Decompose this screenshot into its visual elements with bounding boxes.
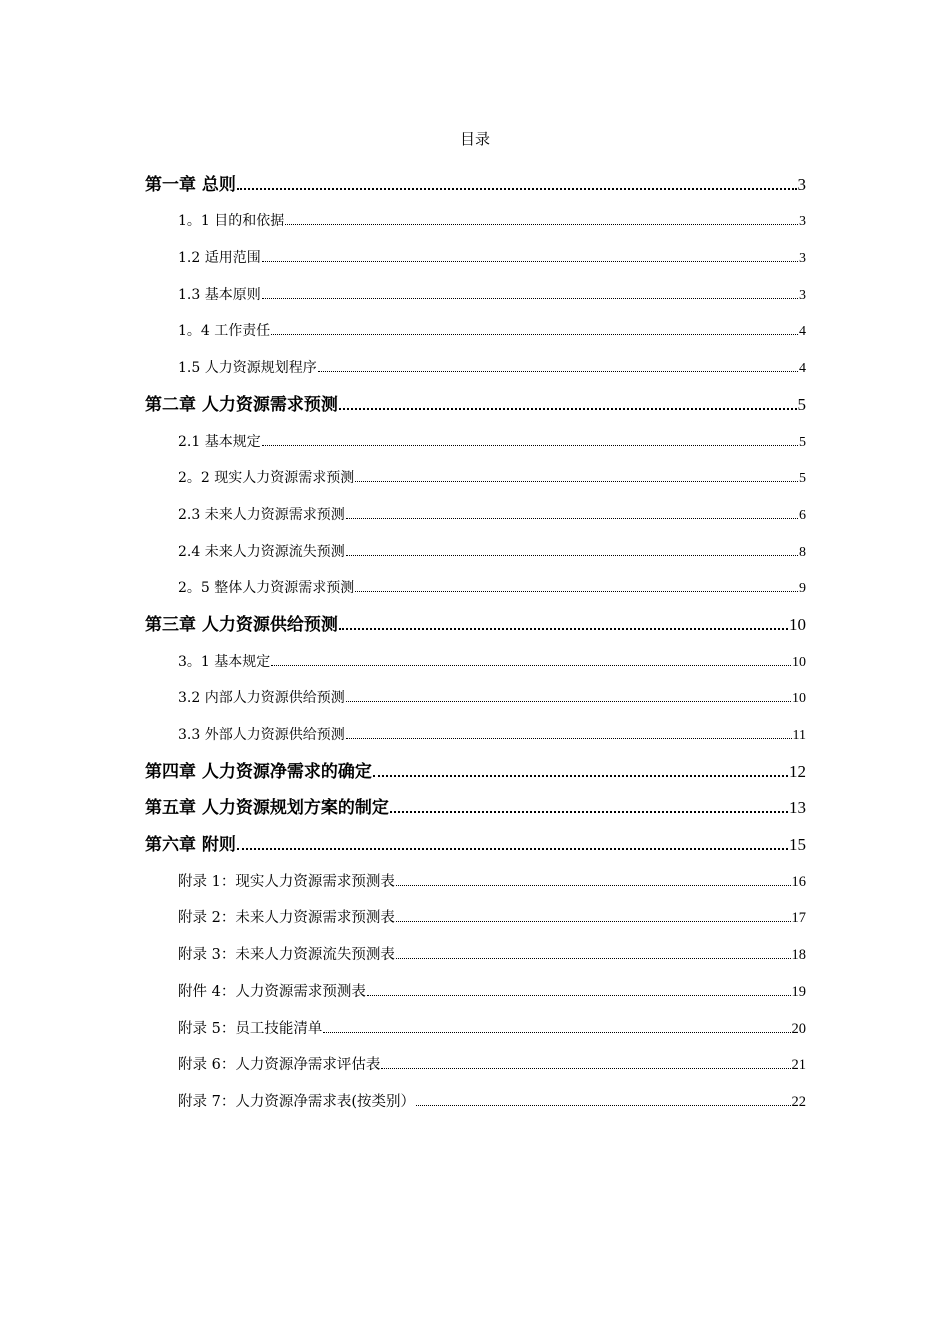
dot-leader <box>355 481 798 482</box>
toc-entry-appendix[interactable] <box>145 1046 806 1083</box>
dot-leader <box>416 1105 791 1106</box>
table-of-contents <box>145 165 806 1119</box>
dot-leader <box>271 334 798 335</box>
dot-leader <box>346 518 798 519</box>
toc-entry-appendix[interactable] <box>145 862 806 899</box>
toc-entry-text: 附录 1：现实人力资源需求预测表 <box>178 873 395 890</box>
toc-entry-text: 第一章 总则 <box>145 174 236 195</box>
dot-leader <box>373 775 788 777</box>
dot-leader <box>237 848 788 850</box>
toc-page-number: 22 <box>791 1093 806 1110</box>
toc-page-number: 18 <box>791 947 806 964</box>
dot-leader <box>285 224 798 225</box>
toc-entry-chapter[interactable] <box>145 825 806 862</box>
toc-page-number: 9 <box>799 581 806 597</box>
toc-entry-text: 第三章 人力资源供给预测 <box>145 614 338 635</box>
dot-leader <box>339 628 788 630</box>
dot-leader <box>237 188 797 190</box>
toc-entry-section[interactable] <box>145 642 806 679</box>
toc-entry-text: 2.3 未来人力资源需求预测 <box>178 506 345 523</box>
toc-entry-text: 附录 3：未来人力资源流失预测表 <box>178 947 395 964</box>
dot-leader <box>346 555 798 556</box>
toc-page-number: 15 <box>789 835 806 855</box>
toc-entry-text: 1.2 适用范围 <box>178 250 261 267</box>
toc-page-number: 3 <box>799 287 806 303</box>
dot-leader <box>262 261 798 262</box>
toc-entry-text: 3.3 外部人力资源供给预测 <box>178 727 345 743</box>
toc-page-number: 3 <box>799 251 806 267</box>
dot-leader <box>396 885 791 886</box>
toc-entry-text: 附录 2：未来人力资源需求预测表 <box>178 910 395 927</box>
dot-leader <box>355 591 798 592</box>
dot-leader <box>339 408 797 410</box>
toc-entry-section[interactable] <box>145 275 806 312</box>
toc-entry-text: 1.3 基本原则 <box>178 286 261 303</box>
toc-entry-section[interactable] <box>145 348 806 385</box>
toc-entry-appendix[interactable] <box>145 1009 806 1046</box>
toc-page-number: 13 <box>789 798 806 818</box>
toc-entry-chapter[interactable] <box>145 165 806 202</box>
toc-page-number: 3 <box>799 214 806 230</box>
dot-leader <box>381 1068 790 1069</box>
toc-entry-section[interactable] <box>145 422 806 459</box>
toc-entry-section[interactable] <box>145 312 806 349</box>
toc-entry-section[interactable] <box>145 202 806 239</box>
toc-entry-text: 第四章 人力资源净需求的确定 <box>145 761 372 782</box>
toc-entry-chapter[interactable] <box>145 789 806 826</box>
toc-page-number: 10 <box>792 691 806 707</box>
toc-entry-appendix[interactable] <box>145 935 806 972</box>
toc-entry-chapter[interactable] <box>145 605 806 642</box>
toc-entry-section[interactable] <box>145 459 806 496</box>
dot-leader <box>367 995 791 996</box>
toc-entry-section[interactable] <box>145 679 806 716</box>
toc-entry-text: 附录 6：人力资源净需求评估表 <box>178 1057 381 1074</box>
toc-page-number: 4 <box>799 361 806 377</box>
toc-page-number: 12 <box>789 761 806 781</box>
toc-entry-text: 2。5 整体人力资源需求预测 <box>178 580 355 597</box>
toc-page-number: 6 <box>799 507 806 523</box>
dot-leader <box>323 1032 790 1033</box>
toc-entry-text: 第六章 附则 <box>145 835 236 856</box>
dot-leader <box>396 958 791 959</box>
toc-entry-section[interactable] <box>145 532 806 569</box>
toc-page-number: 8 <box>799 544 806 560</box>
toc-entry-text: 2.4 未来人力资源流失预测 <box>178 543 345 560</box>
toc-entry-text: 3.2 内部人力资源供给预测 <box>178 690 345 707</box>
toc-page-number: 20 <box>791 1020 806 1037</box>
toc-entry-chapter[interactable] <box>145 752 806 789</box>
toc-page-number: 17 <box>791 910 806 927</box>
toc-entry-text: 附录 5：员工技能清单 <box>178 1020 323 1037</box>
dot-leader <box>346 701 791 702</box>
toc-page-number: 4 <box>799 324 806 340</box>
toc-entry-appendix[interactable] <box>145 899 806 936</box>
dot-leader <box>318 371 798 372</box>
toc-page-number: 3 <box>797 174 806 194</box>
toc-entry-text: 附录 7：人力资源净需求表(按类别） <box>178 1093 415 1110</box>
toc-entry-section[interactable] <box>145 569 806 606</box>
toc-entry-section[interactable] <box>145 495 806 532</box>
dot-leader <box>396 921 791 922</box>
toc-entry-text: 3。1 基本规定 <box>178 653 271 670</box>
toc-entry-appendix[interactable] <box>145 972 806 1009</box>
toc-entry-section[interactable] <box>145 715 806 752</box>
toc-page-number: 5 <box>797 394 806 414</box>
dot-leader <box>390 811 788 813</box>
dot-leader <box>262 298 798 299</box>
toc-entry-text: 第二章 人力资源需求预测 <box>145 394 338 415</box>
toc-entry-chapter[interactable] <box>145 385 806 422</box>
toc-entry-text: 2.1 基本规定 <box>178 433 261 450</box>
dot-leader <box>346 738 792 739</box>
toc-entry-text: 1。1 目的和依据 <box>178 213 285 230</box>
toc-entry-text: 2。2 现实人力资源需求预测 <box>178 470 355 487</box>
toc-entry-text: 第五章 人力资源规划方案的制定 <box>145 798 389 819</box>
toc-page-number: 10 <box>792 654 806 670</box>
toc-page-number: 21 <box>791 1057 806 1074</box>
dot-leader <box>271 665 791 666</box>
toc-entry-text: 1。4 工作责任 <box>178 323 271 340</box>
toc-entry-text: 附件 4：人力资源需求预测表 <box>178 983 366 1000</box>
toc-entry-section[interactable] <box>145 238 806 275</box>
toc-entry-appendix[interactable] <box>145 1082 806 1119</box>
toc-page-number: 10 <box>789 614 806 634</box>
dot-leader <box>262 445 798 446</box>
toc-title: 目录 <box>459 130 490 148</box>
toc-page-number: 5 <box>799 471 806 487</box>
toc-page-number: 19 <box>791 983 806 1000</box>
toc-entry-text: 1.5 人力资源规划程序 <box>178 360 317 377</box>
toc-page-number: 16 <box>791 873 806 890</box>
toc-page-number: 11 <box>792 728 806 743</box>
toc-page-number: 5 <box>799 434 806 450</box>
